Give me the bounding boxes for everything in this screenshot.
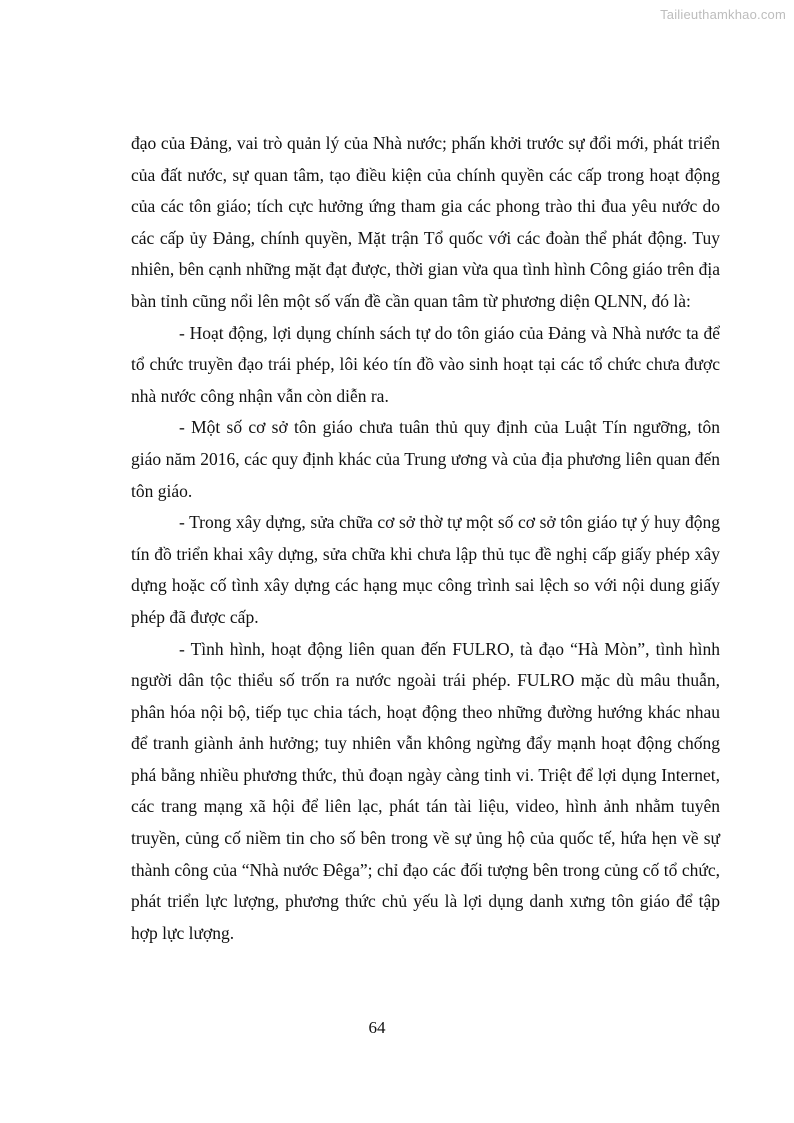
paragraph-bullet-1: - Hoạt động, lợi dụng chính sách tự do tôn giáo của Đảng và Nhà nước ta để tổ chức truyền đạo trái phép, lôi kéo tín đồ vào sinh hoạt tại các tổ chức chưa được nhà nước công nhận vẫn còn diễn ra. (131, 322, 720, 406)
watermark: Tailieuthamkhao.com (660, 7, 786, 22)
document-body (131, 128, 720, 949)
paragraph-bullet-3: - Trong xây dựng, sửa chữa cơ sở thờ tự một số cơ sở tôn giáo tự ý huy động tín đồ triển khai xây dựng, sửa chữa khi chưa lập thủ tục đề nghị cấp giấy phép xây dựng hoặc cố tình xây dựng các hạng mục công trình sai lệch so với nội dung giấy phép đã được cấp. (131, 512, 720, 627)
page-number: 64 (368, 1018, 386, 1037)
paragraph-continuation: đạo của Đảng, vai trò quản lý của Nhà nước; phấn khởi trước sự đổi mới, phát triển của đất nước, sự quan tâm, tạo điều kiện của chính quyền các cấp trong hoạt động của các tôn giáo; tích cực hưởng ứng tham gia các phong trào thi đua yêu nước do các cấp ủy Đảng, chính quyền, Mặt trận Tổ quốc với các đoàn thể phát động. Tuy nhiên, bên cạnh những mặt đạt được, thời gian vừa qua tình hình Công giáo trên địa bàn tỉnh cũng nổi lên một số vấn đề cần quan tâm từ phương diện QLNN, đó là: (131, 133, 720, 311)
paragraph-bullet-2: - Một số cơ sở tôn giáo chưa tuân thủ quy định của Luật Tín ngưỡng, tôn giáo năm 2016, các quy định khác của Trung ương và của địa phương liên quan đến tôn giáo. (131, 417, 720, 501)
paragraph-bullet-4: - Tình hình, hoạt động liên quan đến FULRO, tà đạo “Hà Mòn”, tình hình người dân tộc thiểu số trốn ra nước ngoài trái phép. FULRO mặc dù mâu thuẫn, phân hóa nội bộ, tiếp tục chia tách, hoạt động theo những đường hướng khác nhau để tranh giành ảnh hưởng; tuy nhiên vẫn không ngừng đẩy mạnh hoạt động chống phá bằng nhiều phương thức, thủ đoạn ngày càng tinh vi. Triệt để lợi dụng Internet, các trang mạng xã hội để liên lạc, phát tán tài liệu, video, hình ảnh nhằm tuyên truyền, củng cố niềm tin cho số bên trong về sự ủng hộ của quốc tế, hứa hẹn về sự thành công của “Nhà nước Đêga”; chỉ đạo các đối tượng bên trong củng cố tổ chức, phát triển lực lượng, phương thức chủ yếu là lợi dụng danh xưng tôn giáo để tập hợp lực lượng. (131, 638, 720, 943)
